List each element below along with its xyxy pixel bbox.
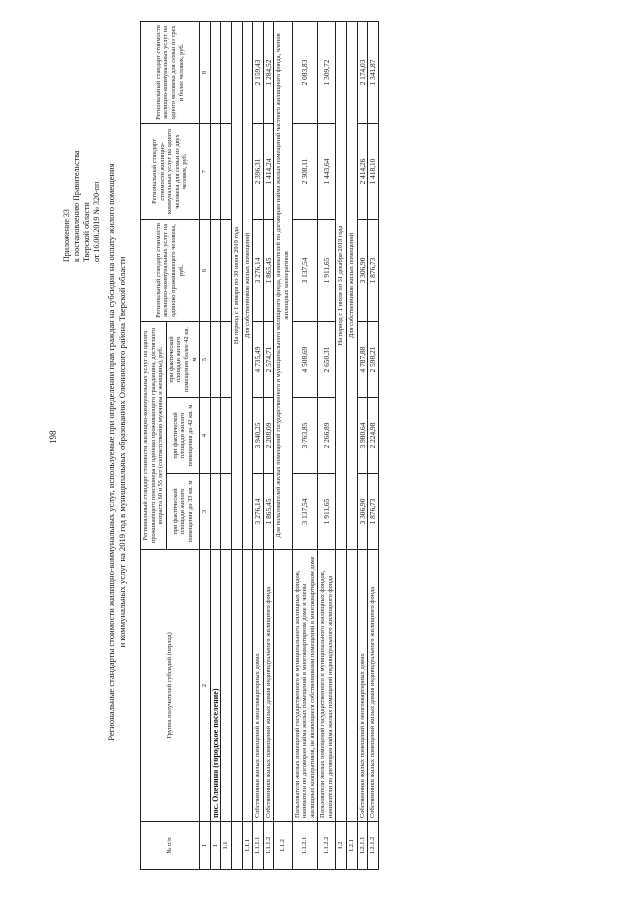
value-cell: 3 137,54 (292, 474, 318, 550)
table-row (368, 21, 379, 869)
column-number-row (200, 21, 211, 869)
header-num: № п/п (141, 822, 200, 870)
standards-table (140, 21, 379, 870)
row-label (336, 550, 347, 822)
value-cell: 3 940,25 (253, 398, 264, 474)
value-cell: 2 396,31 (253, 123, 264, 219)
value-cell: 3 137,54 (292, 219, 318, 321)
value-cell: 3 306,90 (357, 219, 368, 321)
value-cell: 2 083,83 (292, 21, 318, 123)
table-row (221, 21, 232, 869)
rotated-page (62, 22, 617, 882)
header-col4: при фактической площади жилого помещения до 42 кв. м (166, 398, 199, 474)
header-col5: при фактической площади жилого помещения более 42 кв. м (166, 321, 199, 397)
appendix-line-1: Приложение 33 (62, 209, 71, 262)
empty-cell (221, 474, 232, 550)
value-cell: 4 508,69 (292, 321, 318, 397)
table-row (292, 21, 318, 869)
value-cell: 2 174,03 (357, 21, 368, 123)
col-number: 2 (200, 550, 211, 822)
value-cell: 1 865,45 (263, 219, 274, 321)
value-cell: 3 763,85 (292, 398, 318, 474)
value-cell: 2 159,43 (253, 21, 264, 123)
value-cell: 2 598,21 (368, 321, 379, 397)
row-num: 1.2.1.2 (368, 822, 379, 870)
value-cell: 1 309,72 (318, 21, 336, 123)
row-label (242, 550, 253, 822)
section-label: пос. Оленино (городское поселение) (210, 550, 221, 822)
row-label (221, 550, 232, 822)
period-label: Для собственников жилых помещений (347, 21, 358, 549)
table-row (231, 21, 242, 869)
appendix-line-2: к постановлению Правительства (72, 150, 81, 262)
table-row (274, 21, 292, 869)
row-label (347, 550, 358, 822)
value-cell: 2 208,09 (263, 398, 274, 474)
value-cell: 3 276,14 (253, 474, 264, 550)
section-row (210, 21, 221, 869)
col-number: 8 (200, 21, 211, 123)
page-number: 198 (48, 430, 58, 444)
col-number: 5 (200, 321, 211, 397)
header-group: Группа получателей субсидий (перлод) (141, 550, 200, 822)
period-label: На период с 1 июля по 31 декабря 2019 года (336, 21, 347, 549)
empty-cell (221, 123, 232, 219)
header-pensioner: Региональный стандарт стоимости жилищно-коммунальных услуг на одного проживающего пенсионера и одиноко проживающего гражданина, достигшего возраста 60 и 55 лет (соответственно мужчины и женщины), руб. (141, 321, 167, 549)
col-number: 3 (200, 474, 211, 550)
row-label: Собственники жилых помещений в многоквартирных домах (357, 550, 368, 822)
empty-cell (221, 398, 232, 474)
appendix-line-4: от 16.08.2019 № 320-пп (92, 181, 101, 262)
table-row (242, 21, 253, 869)
empty-cell (221, 219, 232, 321)
row-label: Собственники жилых помещений в многоквартирных домах (253, 550, 264, 822)
row-label (231, 550, 242, 822)
header-col6: Региональный стандарт стоимости жилищно-коммунальных услуг на одиноко проживающего человека, руб. (141, 219, 200, 321)
row-num: 1.1.1.1 (253, 822, 264, 870)
value-cell: 2 574,71 (263, 321, 274, 397)
appendix-line-3: Тверской области (82, 202, 91, 262)
row-num: 1.1.1 (242, 822, 253, 870)
table-row (253, 21, 264, 869)
col-number: 1 (200, 822, 211, 870)
table-row (347, 21, 358, 869)
header-col8: Региональный стандарт стоимости жилищно-коммунальных услуг на одного человека для семьи из трех и более человек, руб. (141, 21, 200, 123)
value-cell: 1 876,73 (368, 474, 379, 550)
value-cell: 1 876,73 (368, 219, 379, 321)
value-cell: 2 224,98 (368, 398, 379, 474)
value-cell: 2 308,11 (292, 123, 318, 219)
col-number: 6 (200, 219, 211, 321)
period-label: Для собственников жилых помещений (242, 21, 253, 549)
value-cell: 3 306,90 (357, 474, 368, 550)
value-cell: 1 341,87 (368, 21, 379, 123)
value-cell: 2 650,31 (318, 321, 336, 397)
header-col7: Региональный стандарт стоимости жилищно-коммунальных услуг на одного человека для семьи из двух человек, руб. (141, 123, 200, 219)
value-cell: 1 414,24 (263, 123, 274, 219)
value-cell: 4 787,88 (357, 321, 368, 397)
period-label: Для пользователей жилых помещений государственного и муниципального жилищного фонда, нанимателей по договорам найма жилых помещений частного жилищного фонда, членов жилищных кооперативов (274, 21, 292, 549)
row-label: Собственники жилых помещений жилых домов индивидуального жилищного фонда (263, 550, 274, 822)
value-cell: 1 911,65 (318, 474, 336, 550)
period-label: На период с 1 января по 30 июня 2019 года (231, 21, 242, 549)
title-line-2: и коммунальных услуг на 2019 год в муниципальных образованиях Оленинского района Тверской области (117, 256, 127, 648)
row-num: 1.2 (336, 822, 347, 870)
title-line-1: Региональные стандарты стоимости жилищно-коммунальных услуг, используемые при определении прав граждан на субсидии на оплату жилого помещения (106, 163, 116, 741)
document-title (106, 22, 128, 882)
row-label: Пользователи жилых помещений государственного и муниципального жилищных фондов, наниматели по договорам найма жилых помещений индивидуального жилищного фонда (318, 550, 336, 822)
row-num (231, 822, 242, 870)
table-row (336, 21, 347, 869)
row-num: 1.1.2.2 (318, 822, 336, 870)
value-cell: 1 443,64 (318, 123, 336, 219)
col-number: 4 (200, 398, 211, 474)
empty-cell (221, 21, 232, 123)
value-cell: 1 865,45 (263, 474, 274, 550)
row-num: 1.2.1 (347, 822, 358, 870)
row-label: Пользователи жилых помещений государственного и муниципального жилищных фондов, наниматели по договорам найма жилых помещений в многоквартирном доме и члены жилищных кооперативов, не являющиеся собственниками помещений в многоквартирном доме (292, 550, 318, 822)
section-num: 1 (210, 822, 221, 870)
value-cell: 3 980,64 (357, 398, 368, 474)
table-row (263, 21, 274, 869)
header-row-1 (141, 21, 167, 869)
empty-cell (221, 321, 232, 397)
row-num: 1.1 (221, 822, 232, 870)
value-cell: 2 266,89 (318, 398, 336, 474)
row-num: 1.1.2.1 (292, 822, 318, 870)
row-num: 1.2.1.1 (357, 822, 368, 870)
row-label (274, 550, 292, 822)
header-col3: при фактической площади жилого помещения до 33 кв. м (166, 474, 199, 550)
value-cell: 2 414,26 (357, 123, 368, 219)
table-row (318, 21, 336, 869)
row-num: 1.1.2 (274, 822, 292, 870)
table-body (210, 21, 378, 869)
row-num: 1.1.1.2 (263, 822, 274, 870)
value-cell: 3 276,14 (253, 219, 264, 321)
value-cell: 1 911,65 (318, 219, 336, 321)
table-row (357, 21, 368, 869)
value-cell: 1 418,10 (368, 123, 379, 219)
col-number: 7 (200, 123, 211, 219)
appendix-block (62, 22, 102, 262)
row-label: Собственники жилых помещений жилых домов индивидуального жилищного фонда (368, 550, 379, 822)
value-cell: 4 735,49 (253, 321, 264, 397)
value-cell: 1 284,52 (263, 21, 274, 123)
